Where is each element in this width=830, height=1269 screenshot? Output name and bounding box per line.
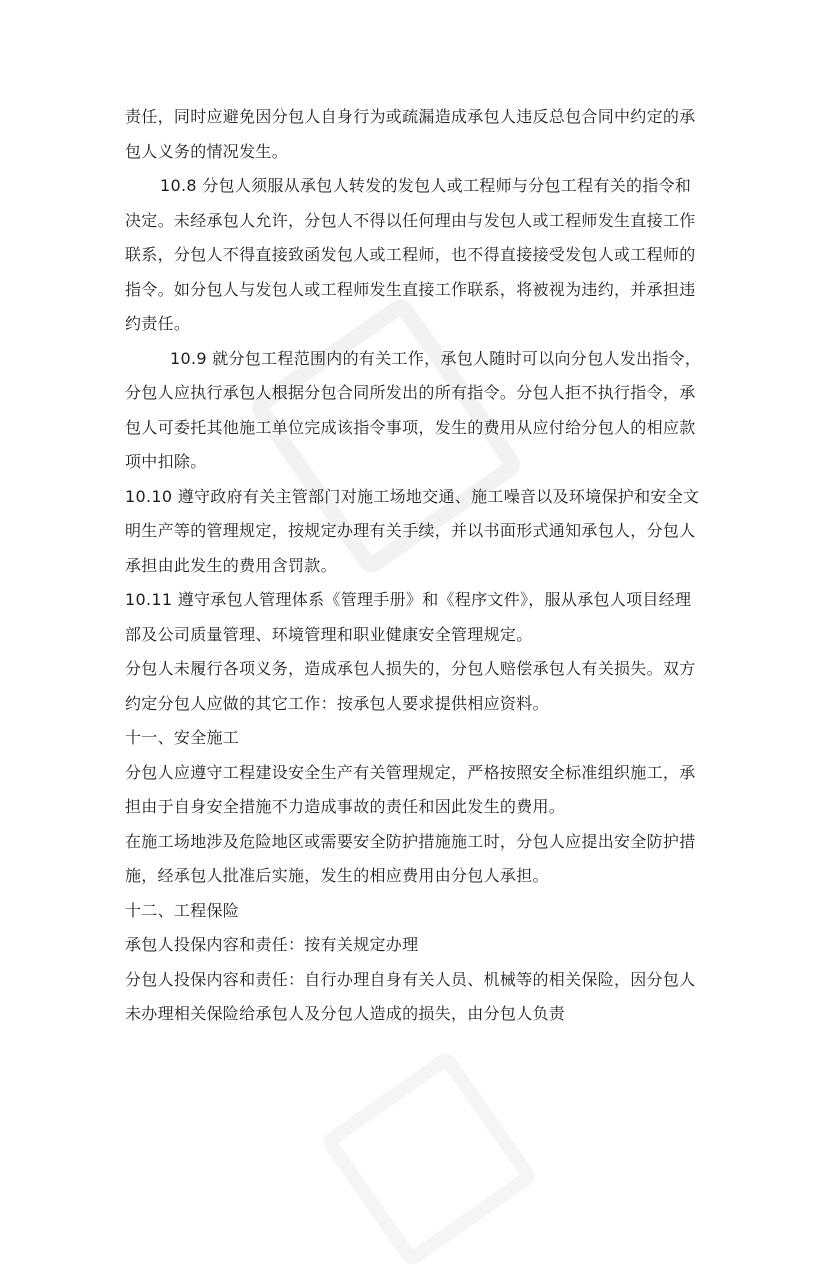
text-line: 分包人投保内容和责任：自行办理自身有关人员、机械等的相关保险，因分包人 (125, 969, 696, 989)
clause-10-11 (125, 583, 715, 652)
text-line: 10.10 遵守政府有关主管部门对施工场地交通、施工噪音以及环境保护和安全文 (125, 486, 700, 506)
text-line: 施，经承包人批准后实施，发生的相应费用由分包人承担。 (125, 866, 549, 885)
clause-10-10 (125, 480, 715, 584)
text-line: 承担由此发生的费用含罚款。 (125, 555, 337, 575)
document-page (125, 100, 715, 1032)
text-line: 项中扣除。 (125, 452, 207, 471)
text-line: 分包人未履行各项义务，造成承包人损失的，分包人赔偿承包人有关损失。双方 (125, 659, 696, 678)
text-line: 约责任。 (125, 314, 191, 333)
text-line: 10.11 遵守承包人管理体系《管理手册》和《程序文件》，服从承包人项目经理 (125, 590, 692, 609)
paragraph-safety-rules (125, 756, 715, 825)
paragraph-responsibility (125, 100, 715, 169)
text-line: 10.9 就分包工程范围内的有关工作，承包人随时可以向分包人发出指令， (170, 348, 702, 368)
paragraph-contractor-insurance (125, 928, 715, 963)
text-line: 包人可委托其他施工单位完成该指令事项，发生的费用从应付给分包人的相应款 (125, 417, 696, 437)
paragraph-subcontractor-insurance (125, 963, 715, 1032)
text-line: 在施工场地涉及危险地区或需要安全防护措施施工时，分包人应提出安全防护措 (125, 831, 696, 851)
section-heading-insurance (125, 894, 715, 929)
text-line: 决定。未经承包人允许，分包人不得以任何理由与发包人或工程师发生直接工作 (125, 210, 696, 230)
text-line: 未办理相关保险给承包人及分包人造成的损失，由分包人负责 (125, 1004, 566, 1023)
section-title: 十二、工程保险 (125, 900, 240, 920)
text-line: 分包人应遵守工程建设安全生产有关管理规定，严格按照安全标准组织施工，承 (125, 762, 696, 782)
text-line: 指令。如分包人与发包人或工程师发生直接工作联系，将被视为违约，并承担违 (125, 279, 696, 299)
text-line: 承包人投保内容和责任：按有关规定办理 (125, 935, 419, 954)
text-line: 明生产等的管理规定，按规定办理有关手续，并以书面形式通知承包人，分包人 (125, 521, 696, 540)
paragraph-hazard-area (125, 825, 715, 894)
text-line: 担由于自身安全措施不力造成事故的责任和因此发生的费用。 (125, 797, 566, 816)
paragraph-compensation (125, 652, 715, 721)
watermark-shape-bottom (319, 1049, 539, 1269)
clause-10-9 (125, 342, 715, 377)
text-line: 分包人应执行承包人根据分包合同所发出的所有指令。分包人拒不执行指令，承 (125, 383, 696, 402)
text-line: 部及公司质量管理、环境管理和职业健康安全管理规定。 (125, 624, 533, 644)
section-title: 十一、安全施工 (125, 728, 240, 747)
text-line: 10.8 分包人须服从承包人转发的发包人或工程师与分包工程有关的指令和 (160, 176, 692, 195)
clause-10-8 (125, 169, 715, 204)
text-line: 责任，同时应避免因分包人自身行为或疏漏造成承包人违反总包合同中约定的承 (125, 107, 696, 126)
text-line: 联系，分包人不得直接致函发包人或工程师，也不得直接接受发包人或工程师的 (125, 245, 696, 264)
text-line: 包人义务的情况发生。 (125, 141, 289, 161)
clause-10-8-body (125, 204, 715, 342)
clause-10-9-body (125, 376, 715, 480)
text-line: 约定分包人应做的其它工作：按承包人要求提供相应资料。 (125, 693, 549, 713)
section-heading-safety (125, 721, 715, 756)
